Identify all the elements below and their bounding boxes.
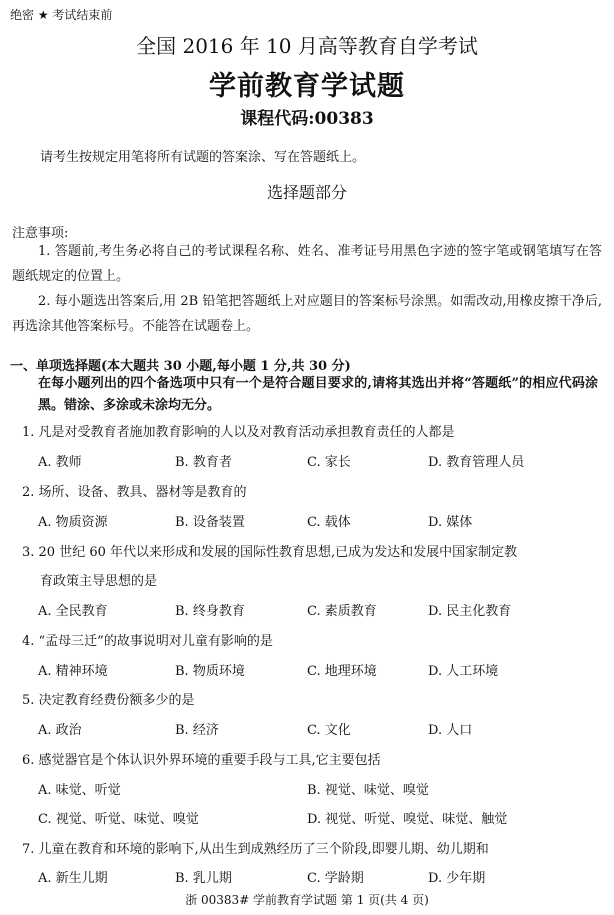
question-2-option-d: D. 媒体 <box>428 515 473 530</box>
question-2-stem: 2. 场所、设备、教具、器材等是教育的 <box>22 485 247 500</box>
page-footer: 浙 00383# 学前教育学试题 第 1 页(共 4 页) <box>185 893 429 907</box>
question-6-option-b: B. 视觉、味觉、嗅觉 <box>307 783 429 798</box>
question-6-option-c: C. 视觉、听觉、味觉、嗅觉 <box>38 812 199 827</box>
section-heading: 一、单项选择题(本大题共 30 小题,每小题 1 分,共 30 分) <box>10 359 351 374</box>
question-6-option-a: A. 味觉、听觉 <box>38 783 121 798</box>
confidential-label: 绝密 ★ 考试结束前 <box>10 8 113 22</box>
question-2-option-c: C. 载体 <box>307 515 351 530</box>
question-3-option-b: B. 终身教育 <box>175 604 245 619</box>
question-1-stem: 1. 凡是对受教育者施加教育影响的人以及对教育活动承担教育责任的人都是 <box>22 425 455 440</box>
question-4-option-a: A. 精神环境 <box>38 664 108 679</box>
question-7-stem: 7. 儿童在教育和环境的影响下,从出生到成熟经历了三个阶段,即婴儿期、幼儿期和 <box>22 842 489 857</box>
question-7-option-a: A. 新生儿期 <box>38 871 108 886</box>
paper-title: 学前教育学试题 <box>209 71 405 102</box>
question-5-option-b: B. 经济 <box>175 723 219 738</box>
question-3-stem: 3. 20 世纪 60 年代以来形成和发展的国际性教育思想,已成为发达和发展中国家制定教 <box>22 545 518 560</box>
question-6-stem: 6. 感觉器官是个体认识外界环境的重要手段与工具,它主要包括 <box>22 753 381 768</box>
notice-item-2: 2. 每小题选出答案后,用 2B 铅笔把答题纸上对应题目的答案标号涂黑。如需改动,用橡皮擦干净后,再选涂其他答案标号。不能答在试题卷上。 <box>12 294 602 334</box>
section-description: 在每小题列出的四个备选项中只有一个是符合题目要求的,请将其选出并将“答题纸”的相应代码涂黑。错涂、多涂或未涂均无分。 <box>38 376 598 413</box>
answer-instruction: 请考生按规定用笔将所有试题的答案涂、写在答题纸上。 <box>40 150 366 165</box>
question-3-stem-continued: 育政策主导思想的是 <box>40 574 158 589</box>
question-5-option-a: A. 政治 <box>38 723 82 738</box>
question-1-option-d: D. 教育管理人员 <box>428 455 525 470</box>
question-2-option-b: B. 设备装置 <box>175 515 245 530</box>
notice-item-1: 1. 答题前,考生务必将自己的考试课程名称、姓名、准考证号用黑色字迹的签字笔或钢笔填写在答题纸规定的位置上。 <box>12 244 602 284</box>
question-1-option-b: B. 教育者 <box>175 455 232 470</box>
question-1-option-c: C. 家长 <box>307 455 351 470</box>
question-4-option-b: B. 物质环境 <box>175 664 245 679</box>
question-7-option-b: B. 乳儿期 <box>175 871 232 886</box>
question-3-option-d: D. 民主化教育 <box>428 604 512 619</box>
question-5-option-c: C. 文化 <box>307 723 351 738</box>
question-4-stem: 4. “孟母三迁”的故事说明对儿童有影响的是 <box>22 634 273 649</box>
course-code: 课程代码:00383 <box>240 109 374 129</box>
question-7-option-d: D. 少年期 <box>428 871 486 886</box>
question-5-option-d: D. 人口 <box>428 723 473 738</box>
question-3-option-a: A. 全民教育 <box>38 604 108 619</box>
question-5-stem: 5. 决定教育经费份额多少的是 <box>22 693 195 708</box>
question-2-option-a: A. 物质资源 <box>38 515 108 530</box>
notice-heading: 注意事项: <box>12 226 69 241</box>
question-4-option-d: D. 人工环境 <box>428 664 499 679</box>
question-7-option-c: C. 学龄期 <box>307 871 364 886</box>
question-3-option-c: C. 素质教育 <box>307 604 377 619</box>
question-4-option-c: C. 地理环境 <box>307 664 377 679</box>
question-6-option-d: D. 视觉、听觉、嗅觉、味觉、触觉 <box>307 812 508 827</box>
question-1-option-a: A. 教师 <box>38 455 82 470</box>
exam-title-line: 全国 2016 年 10 月高等教育自学考试 <box>136 34 478 58</box>
part-title: 选择题部分 <box>266 183 347 202</box>
